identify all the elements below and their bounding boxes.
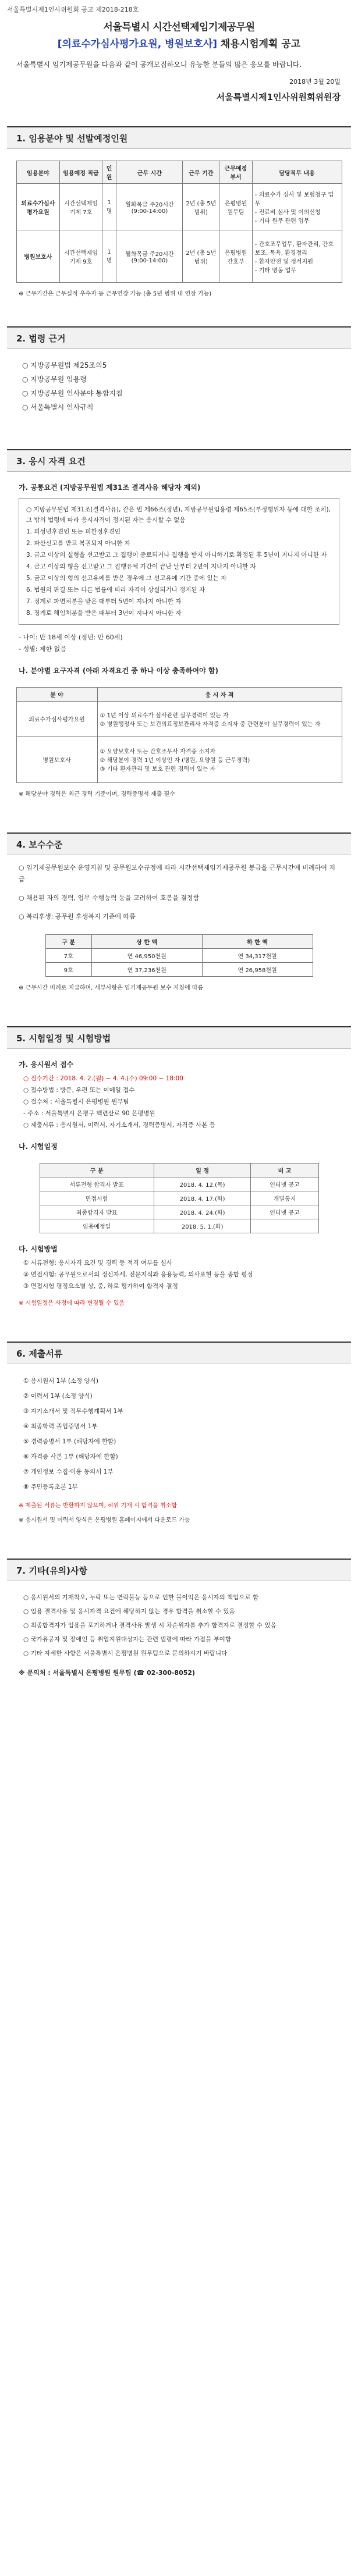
table-header: 분 야 xyxy=(16,688,97,702)
list-item: ⑥ 자격증 사본 1부 (해당자에 한함) xyxy=(23,1453,118,1460)
table-header-row xyxy=(16,161,342,184)
list-item: ② 면접시험: 공무원으로서의 정신자세, 전문지식과 응용능력, 의사표현 등을 종합 평정 xyxy=(23,1271,253,1278)
age-requirement: - 나이: 만 18세 이상 (정년: 만 60세) xyxy=(19,634,123,641)
cell-upper: 연 46,950천원 xyxy=(91,949,202,963)
cell-grade: 9호 xyxy=(45,963,91,977)
specific-requirements-heading: 나. 분야별 요구자격 (아래 자격요건 중 하나 이상 충족하여야 함) xyxy=(19,667,218,675)
notes-list xyxy=(23,1591,335,1660)
section-legal-basis xyxy=(7,326,351,414)
section-header: 3. 응시 자격 요건 xyxy=(7,449,351,472)
requirements-table xyxy=(16,687,342,783)
list-item: ○ 기타 자세한 사항은 서울특별시 은평병원 원무팀으로 문의하시기 바랍니다 xyxy=(23,1650,228,1657)
documents-list xyxy=(23,1374,335,1495)
table-row xyxy=(16,184,342,230)
list-item: ② 이력서 1부 (소정 양식) xyxy=(23,1393,93,1400)
cell-date: 2018. 4. 12.(목) xyxy=(154,1177,251,1191)
list-item: ○ 최종합격자가 임용을 포기하거나 결격사유 발생 시 차순위자를 추가 합격자로 결정할 수 있음 xyxy=(23,1622,277,1629)
cell-hours: 월화목금 주20시간 (9:00-14:00) xyxy=(116,184,183,230)
subtitle-rest: 채용시험계획 공고 xyxy=(217,38,301,50)
positions-table xyxy=(16,161,342,283)
cell-step: 임용예정일 xyxy=(40,1219,154,1233)
notice-number: 서울특별시제1인사위원회 공고 제2018-218호 xyxy=(7,6,139,13)
cell-lower: 연 26,958천원 xyxy=(202,963,313,977)
salary-paragraph: ○ 복리후생: 공무원 후생복지 기준에 따름 xyxy=(19,913,136,920)
salary-table xyxy=(45,934,313,977)
table-header-row xyxy=(16,688,342,702)
list-item: ○ 지방공무원 임용령 xyxy=(22,375,87,383)
subtitle-highlight: [의료수가심사평가요원, 병원보호사] xyxy=(57,38,218,50)
table-header: 근무예정 부서 xyxy=(219,161,253,184)
table-header: 일 정 xyxy=(154,1164,251,1177)
cell-requirement: ① 요양보호사 또는 간호조무사 자격증 소지자 ② 해당분야 경력 1년 이상인 자 (병원, 요양원 등 근무경력) ③ 기타 환자관리 및 보호 관련 경력이 있는 자 xyxy=(97,736,342,783)
table-header-row xyxy=(40,1164,318,1177)
cell-date: 2018. 4. 24.(화) xyxy=(154,1205,251,1219)
table-row xyxy=(40,1177,318,1191)
table-header: 인원 xyxy=(102,161,116,184)
cell-grade: 시간선택제임기제 7호 xyxy=(60,184,102,230)
table-header: 담당직무 내용 xyxy=(252,161,342,184)
table-row xyxy=(45,949,313,963)
table-row xyxy=(16,230,342,283)
cell-grade: 시간선택제임기제 9호 xyxy=(60,230,102,283)
cell-date: 2018. 4. 17.(화) xyxy=(154,1191,251,1205)
list-item: ○ 접수기간 : 2018. 4. 2.(월) ~ 4. 4.(수) 09:00 ~ 18:00 xyxy=(23,1075,183,1082)
notice-date: 2018년 3월 20일 xyxy=(289,78,341,86)
documents-note: ※ 제출된 서류는 반환하지 않으며, 허위 기재 시 합격을 취소함 xyxy=(19,1503,178,1509)
cell-grade: 7호 xyxy=(45,949,91,963)
cell-upper: 연 37,236천원 xyxy=(91,963,202,977)
list-item: ⑦ 개인정보 수집·이용 동의서 1부 xyxy=(23,1468,114,1475)
section-header: 5. 시험일정 및 시험방법 xyxy=(7,1026,351,1049)
table-header: 비 고 xyxy=(251,1164,318,1177)
contact-info: ※ 문의처 : 서울특별시 은평병원 원무팀 (☎ 02-300-8052) xyxy=(19,1669,196,1677)
cell-step: 면접시험 xyxy=(40,1191,154,1205)
table-header: 근무 시간 xyxy=(116,161,183,184)
cell-note: 인터넷 공고 xyxy=(251,1177,318,1191)
section-schedule xyxy=(7,1026,351,1307)
cell-duties: - 간호조무업무, 환자관리, 간호보조, 목욕, 환경정리 - 환자안전 및 정서지원 - 기타 병동 업무 xyxy=(252,230,342,283)
section-qualifications xyxy=(7,449,351,798)
table-row xyxy=(40,1191,318,1205)
list-item: ○ 응시원서의 기재착오, 누락 또는 연락불능 등으로 인한 불이익은 응시자의 책임으로 함 xyxy=(23,1594,259,1601)
table-header: 구 분 xyxy=(45,935,91,949)
table-header: 근무 기간 xyxy=(183,161,219,184)
gender-requirement: - 성별: 제한 없음 xyxy=(19,645,66,653)
salary-note: ※ 근무시간 비례로 지급하며, 세부사항은 임기제공무원 보수 지침에 따름 xyxy=(19,985,204,991)
list-item: ③ 면접시험 평정요소별 상, 중, 하로 평가하여 합격자 결정 xyxy=(23,1283,178,1290)
list-item: 1. 피성년후견인 또는 피한정후견인 xyxy=(26,528,121,535)
cell-step: 서류전형 합격자 발표 xyxy=(40,1177,154,1191)
table-header: 임용분야 xyxy=(16,161,60,184)
cell-note: 인터넷 공고 xyxy=(251,1205,318,1219)
cell-count: 1명 xyxy=(102,184,116,230)
list-item: ○ 임용 결격사유 및 응시자격 요건에 해당하지 않는 경우 합격을 취소할 수 있음 xyxy=(23,1608,235,1615)
list-item: 5. 금고 이상의 형의 선고유예를 받은 경우에 그 선고유예 기간 중에 있는 자 xyxy=(26,575,227,582)
list-item: 6. 법원의 판결 또는 다른 법률에 따라 자격이 상실되거나 정지된 자 xyxy=(26,586,205,593)
cell-requirement: ① 1년 이상 의료수가 심사관련 실무경력이 있는 자 ② 병원행정사 또는 보건의료정보관리사 자격증 소지자 중 관련분야 실무경력이 있는 자 xyxy=(97,702,342,736)
section-notes xyxy=(7,1559,351,1679)
table-row xyxy=(45,963,313,977)
cell-period: 2년 (총 5년 범위) xyxy=(183,230,219,283)
cell-lower: 연 34,317천원 xyxy=(202,949,313,963)
cell-field: 의료수가심사 평가요원 xyxy=(16,184,60,230)
salary-paragraph: ○ 채용된 자의 경력, 업무 수행능력 등을 고려하여 호봉을 결정함 xyxy=(19,894,200,902)
application-heading: 가. 응시원서 접수 xyxy=(19,1061,74,1069)
list-item: ④ 최종학력 졸업증명서 1부 xyxy=(23,1423,98,1430)
page-title: 서울특별시 시간선택제임기제공무원 xyxy=(103,22,255,33)
table-row xyxy=(16,736,342,783)
list-item: ○ 국가유공자 및 장애인 등 취업지원대상자는 관련 법령에 따라 가점을 부여함 xyxy=(23,1636,231,1643)
cell-period: 2년 (총 5년 범위) xyxy=(183,184,219,230)
list-item: - 주소 : 서울특별시 은평구 백련산로 90 은평병원 xyxy=(23,1110,155,1117)
section-documents xyxy=(7,1342,351,1524)
common-requirements-box xyxy=(19,498,339,625)
documents-note: ※ 응시원서 및 이력서 양식은 은평병원 홈페이지에서 다운로드 가능 xyxy=(19,1517,190,1524)
cell-dept: 은평병원 간호부 xyxy=(219,230,253,283)
section-salary xyxy=(7,832,351,991)
section-header: 2. 법령 근거 xyxy=(7,326,351,349)
list-item: 8. 징계로 해임처분을 받은 때부터 3년이 지나지 아니한 자 xyxy=(26,610,182,617)
table-row xyxy=(40,1219,318,1233)
cell-duties: - 의료수가 심사 및 보험청구 업무 - 진료비 심사 및 이의신청 - 기타 원무 관련 업무 xyxy=(252,184,342,230)
signer: 서울특별시제1인사위원회위원장 xyxy=(216,92,341,102)
schedule-table xyxy=(40,1163,319,1233)
list-item: ○ 지방공무원 인사분야 통합지침 xyxy=(22,389,123,397)
list-item: 3. 금고 이상의 실형을 선고받고 그 집행이 종료되거나 집행을 받지 아니하기로 확정된 후 5년이 지나지 아니한 자 xyxy=(26,552,327,558)
table-header: 상 한 액 xyxy=(91,935,202,949)
notice-page xyxy=(7,0,351,1702)
cell-note: 개별통지 xyxy=(251,1191,318,1205)
list-item: 2. 파산선고를 받고 복권되지 아니한 자 xyxy=(26,540,130,547)
common-paragraph: ○ 지방공무원법 제31조(결격사유), 같은 법 제66조(정년), 지방공무원임용령 제65조(부정행위자 등에 대한 조치), 그 밖의 법령에 따라 응시자격이 정지된 자는 응시할 수 없음 xyxy=(26,506,331,524)
list-item: 4. 금고 이상의 형을 선고받고 그 집행유예 기간이 끝난 날부터 2년이 지나지 아니한 자 xyxy=(26,563,256,570)
schedule-note: ※ 시험일정은 사정에 따라 변경될 수 있음 xyxy=(19,1300,125,1307)
salary-paragraph: ○ 임기제공무원보수 운영지침 및 공무원보수규정에 따라 시간선택제임기제공무원 봉급을 근무시간에 비례하여 지급 xyxy=(19,864,335,883)
section-header: 7. 기타(유의)사항 xyxy=(7,1559,351,1581)
schedule-heading: 나. 시험일정 xyxy=(19,1143,58,1151)
table-header: 임용예정 직급 xyxy=(60,161,102,184)
list-item: ○ 접수방법 : 방문, 우편 또는 이메일 접수 xyxy=(23,1087,135,1094)
common-requirements-heading: 가. 공통요건 (지방공무원법 제31조 결격사유 해당자 제외) xyxy=(19,483,201,492)
list-item: ③ 자기소개서 및 직무수행계획서 1부 xyxy=(23,1408,123,1415)
list-item: ○ 지방공무원법 제25조의5 xyxy=(22,361,107,369)
method-list xyxy=(23,1257,335,1292)
list-item: ① 응시원서 1부 (소정 양식) xyxy=(23,1378,98,1385)
application-list xyxy=(23,1073,335,1131)
table-header-row xyxy=(45,935,313,949)
intro-text: 서울특별시 임기제공무원을 다음과 같이 공개모집하오니 유능한 분들의 많은 응모를 바랍니다. xyxy=(16,61,302,69)
section-header: 1. 임용분야 및 선발예정인원 xyxy=(7,126,351,149)
list-item: ○ 제출서류 : 응시원서, 이력서, 자기소개서, 경력증명서, 자격증 사본 등 xyxy=(23,1122,215,1129)
page-subtitle xyxy=(7,35,351,50)
cell-dept: 은평병원 원무팀 xyxy=(219,184,253,230)
cell-count: 1명 xyxy=(102,230,116,283)
cell-field: 병원보호사 xyxy=(16,230,60,283)
cell-note xyxy=(251,1219,318,1233)
list-item: 7. 징계로 파면처분을 받은 때부터 5년이 지나지 아니한 자 xyxy=(26,598,182,605)
legal-list xyxy=(22,358,336,414)
list-item: ① 서류전형: 응시자격 요건 및 경력 등 적격 여부를 심사 xyxy=(23,1259,172,1266)
list-item: ⑧ 주민등록초본 1부 xyxy=(23,1483,78,1490)
table-header: 구 분 xyxy=(40,1164,154,1177)
cell-date: 2018. 5. 1.(화) xyxy=(154,1219,251,1233)
table-header: 응 시 자 격 xyxy=(97,688,342,702)
list-item: ○ 서울특별시 인사규칙 xyxy=(22,403,94,411)
footer-spacer xyxy=(7,1679,351,1702)
table-header: 하 한 액 xyxy=(202,935,313,949)
cell-field: 병원보호사 xyxy=(16,736,97,783)
table-row xyxy=(40,1205,318,1219)
section-header: 4. 보수수준 xyxy=(7,832,351,855)
method-heading: 다. 시험방법 xyxy=(19,1245,58,1253)
cell-hours: 월화목금 주20시간 (9:00-14:00) xyxy=(116,230,183,283)
positions-note: ※ 근무기간은 근무실적 우수자 등 근무연장 가능 (총 5년 범위 내 연장 가능) xyxy=(19,291,212,297)
list-item: ○ 접수처 : 서울특별시 은평병원 원무팀 xyxy=(23,1098,129,1105)
cell-field: 의료수가심사평가요원 xyxy=(16,702,97,736)
cell-step: 최종합격자 발표 xyxy=(40,1205,154,1219)
section-positions xyxy=(7,126,351,297)
table-row xyxy=(16,702,342,736)
list-item: ⑤ 경력증명서 1부 (해당자에 한함) xyxy=(23,1438,116,1445)
section-header: 6. 제출서류 xyxy=(7,1342,351,1364)
requirements-note: ※ 해당분야 경력은 최근 경력 기준이며, 경력증명서 제출 필수 xyxy=(19,791,175,798)
